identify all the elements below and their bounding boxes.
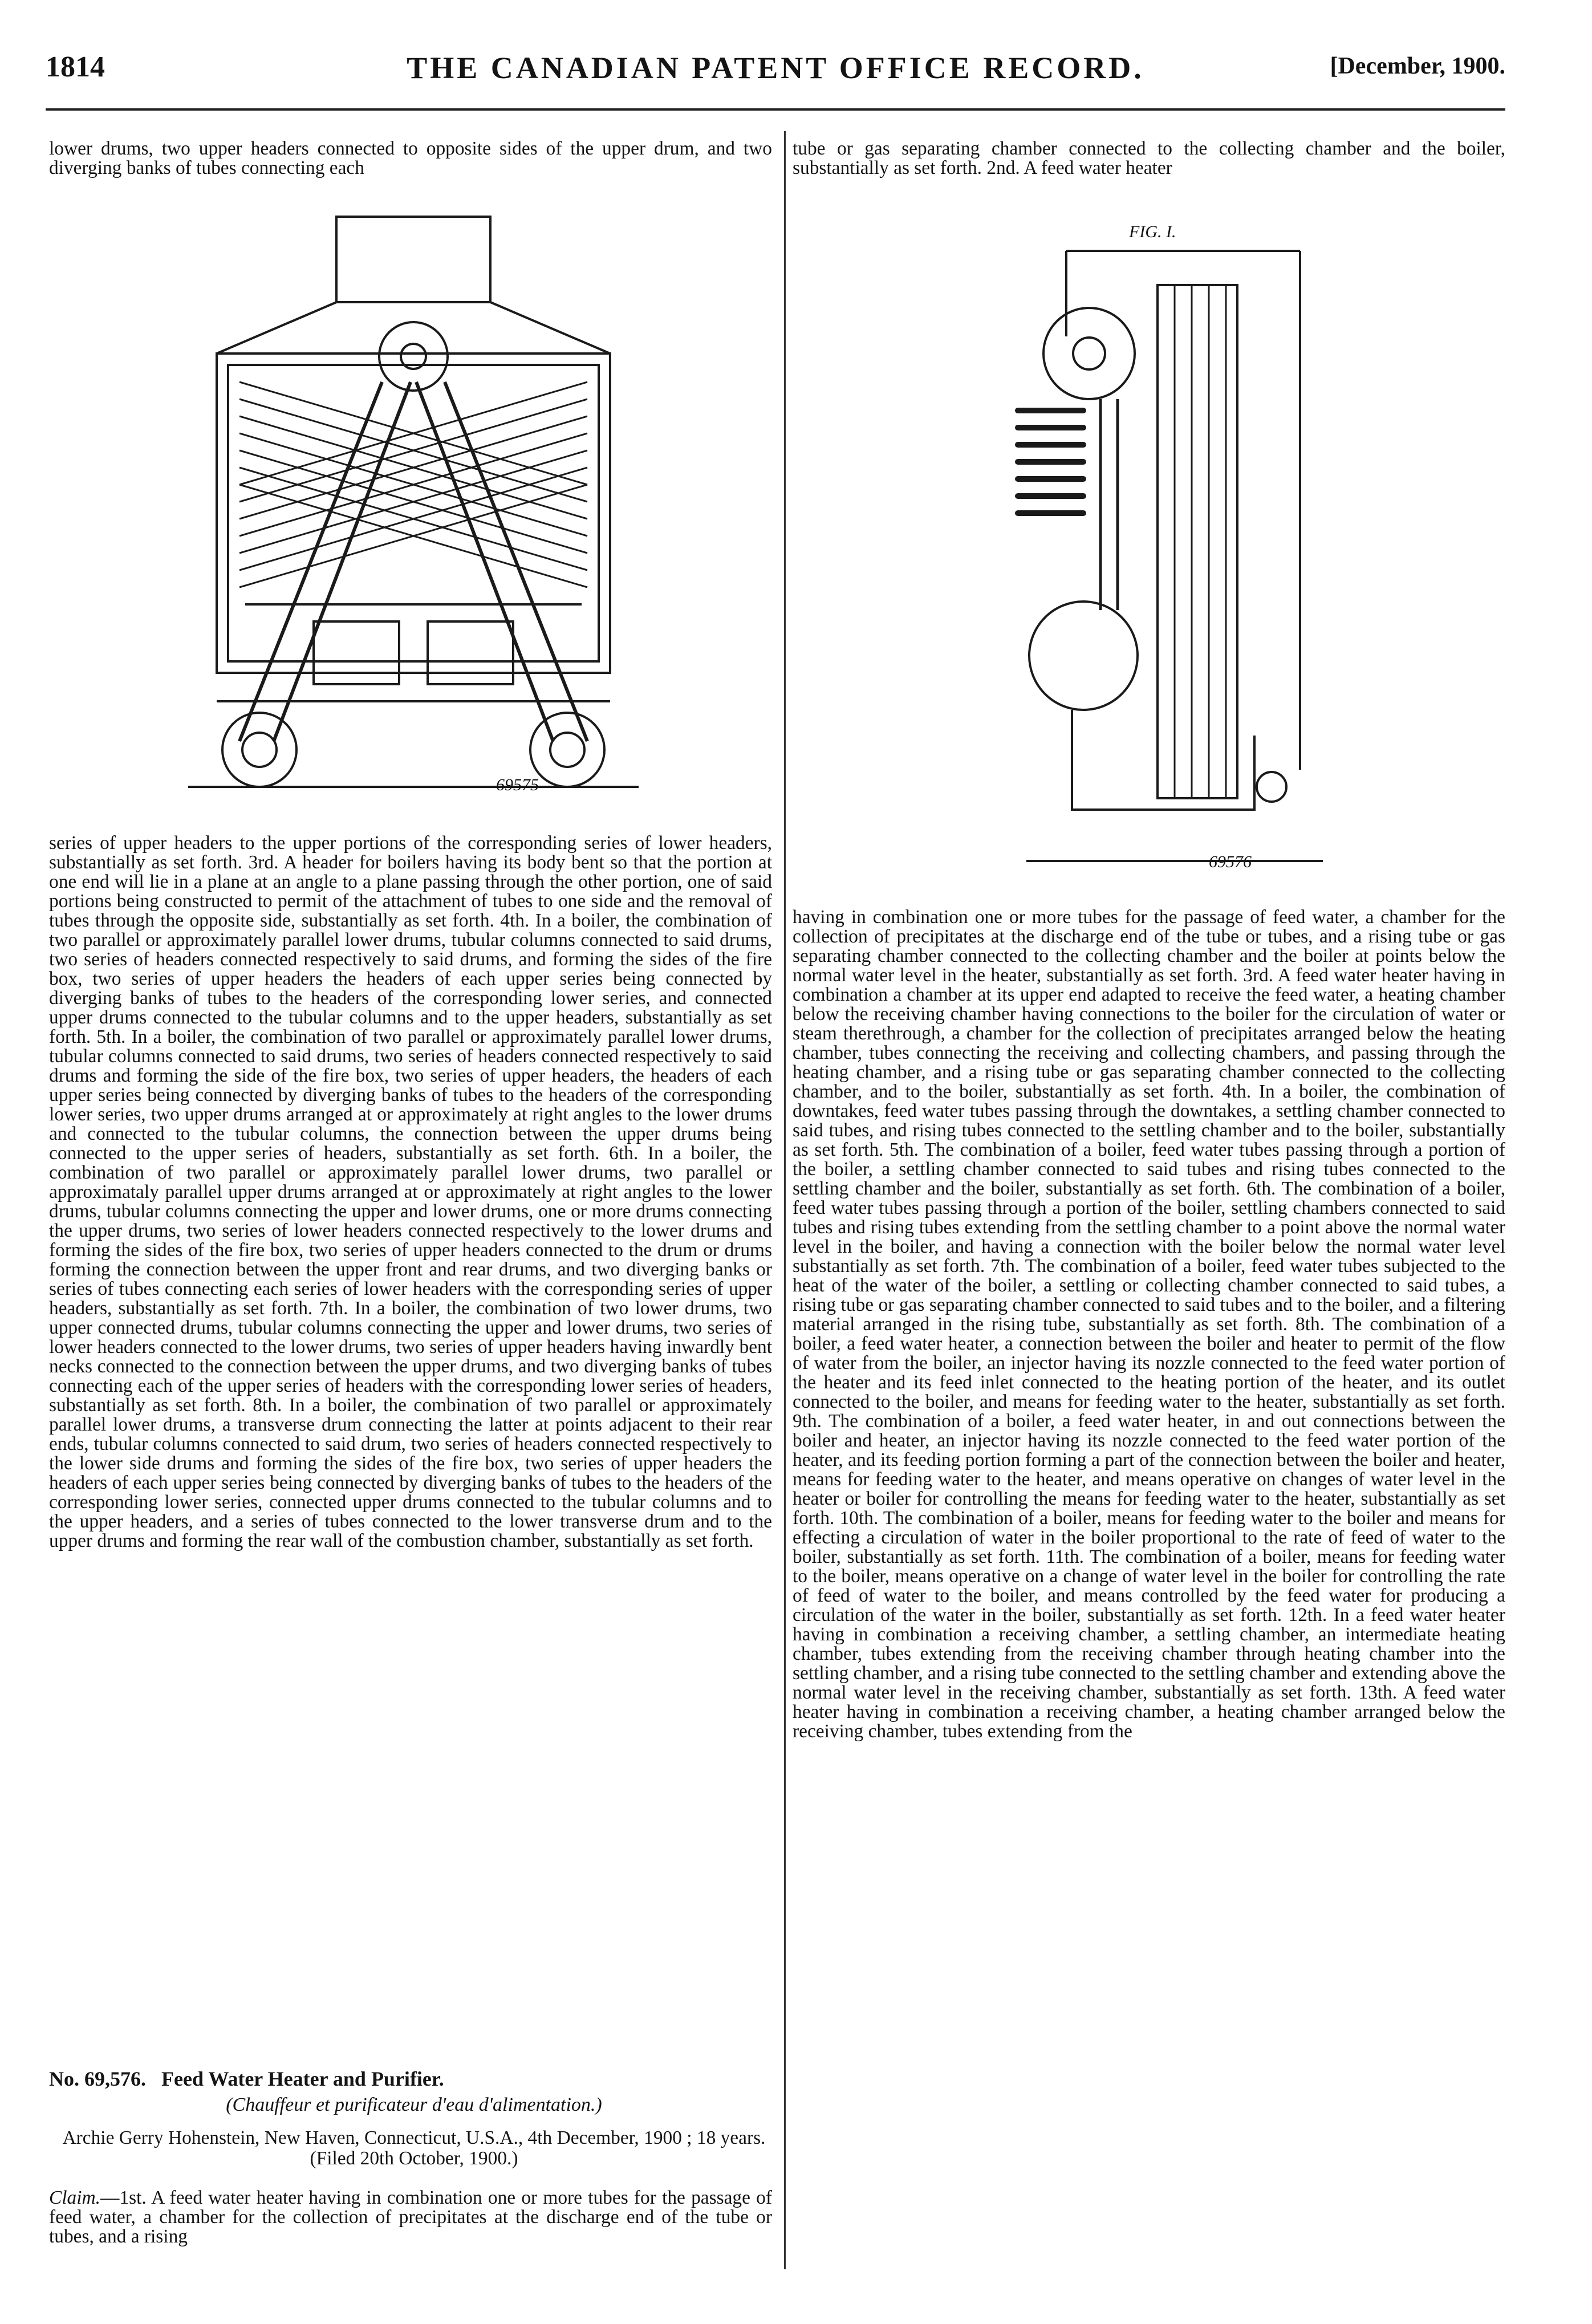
claim-text: —1st. A feed water heater having in combination one or more tubes for the passage of feed water, a chamber for the collection of precipitates at the discharge end of the tube or tubes, and a rising	[49, 2187, 772, 2247]
patent-claim	[49, 2188, 772, 2246]
heater-figure	[1015, 222, 1334, 878]
column-divider	[784, 131, 786, 2269]
left-main-text: series of upper headers to the upper portions of the corresponding series of lower headers, substantially as set forth. 3rd. A header for boilers having its body bent so that the portion at one end will lie in a plane at an angle to a plane passing through the other portion, one of said portions being constructed to permit of the attachment of tubes to one side and the removal of tubes through the opposite side, substantially as set forth. 4th. In a boiler, the combination of two parallel or approximately parallel lower drums, tubular columns connected to said drums, two series of headers connected respectively to said drums, and forming the sides of the fire box, two series of upper headers the headers of each upper series being connected by diverging banks of tubes to the headers of the corresponding lower series, and connected upper drums connected to the tubular columns and to the upper headers, substantially as set forth. 5th. In a boiler, the combination of two parallel or approximately parallel lower drums, tubular columns connected to said drums, two series of headers connected respectively to said drums and forming the side of the fire box, two series of upper headers, the headers of each upper series being connected by diverging banks of tubes to the headers of the corresponding lower series, two upper drums arranged at or approximately at right angles to the lower drums and connected to the tubular columns, the connection between the upper drums being connected to the upper series of headers, substantially as set forth. 6th. In a boiler, the combination of two parallel or approximately parallel lower drums, two parallel or approximataly parallel upper drums arranged at or approximately at right angles to the lower drums, tubular columns connecting the upper and lower drums, one or more drums connecting the upper drums, two series of lower headers connected respectively to the lower drums and forming the sides of the fire box, two series of upper headers connected to the drum or drums forming the connection between the upper front and rear drums, and two diverging banks or series of tubes connecting each series of lower headers with the corresponding series of upper headers, substantially as set forth. 7th. In a boiler, the combination of two lower drums, two upper connected drums, tubular columns connecting the upper and lower drums, two series of lower headers connected to the lower drums, two series of upper headers having inwardly bent necks connected to the connection between the upper drums, and two diverging banks of tubes connecting each of the upper series of headers with the corresponding lower series of headers, substantially as set forth. 8th. In a boiler, the combination of two parallel or approximately parallel lower drums, a transverse drum connecting the latter at points adjacent to their rear ends, tubular columns connected to said drum, two series of headers connected respectively to the lower side drums and forming the sides of the fire box, two series of upper headers the headers of each upper series being connected by diverging banks of tubes to the headers of the corresponding lower series, connected upper drums connected to the tubular columns and to the upper headers, and a series of tubes connected to the lower transverse drum and to the upper drums and forming the rear wall of the combustion chamber, substantially as set forth.	[49, 832, 772, 1551]
header-rule	[46, 108, 1505, 111]
heater-figure-number: 69576	[1209, 852, 1252, 871]
patent-french-title: (Chauffeur et purificateur d'eau d'alimentation.)	[226, 2094, 602, 2115]
heater-figure-title: FIG. I.	[1129, 222, 1176, 241]
patent-inventor: Archie Gerry Hohenstein, New Haven, Connecticut, U.S.A., 4th December, 1900 ; 18 years. (Filed 20th October, 1900.)	[62, 2127, 766, 2169]
patent-title: Feed Water Heater and Purifier.	[161, 2067, 444, 2090]
journal-title: THE CANADIAN PATENT OFFICE RECORD.	[407, 51, 1144, 85]
right-main-text: having in combination one or more tubes for the passage of feed water, a chamber for the collection of precipitates at the discharge end of the tube or tubes, and a rising tube or gas separating chamber connected to the collecting chamber and the boiler at points below the normal water level in the heater, substantially as set forth. 3rd. A feed water heater having in combination a chamber at its upper end adapted to receive the feed water, a heating chamber below the receiving chamber having connections to the boiler for the circulation of water or steam therethrough, a chamber for the collection of precipitates arranged below the heating chamber, tubes connecting the receiving and collecting chambers, and passing through the heating chamber, and a rising tube or gas separating chamber connected to the collecting chamber, and to the boiler, substantially as set forth. 4th. In a boiler, the combination of downtakes, feed water tubes passing through the downtakes, a settling chamber connected to said tubes, and rising tubes connected to the settling chamber and to the boiler, substantially as set forth. 5th. The combination of a boiler, feed water tubes passing through a portion of the boiler, a settling chamber connected to said tubes and rising tubes connected to the settling chamber and the boiler, substantially as set forth. 6th. The combination of a boiler, feed water tubes passing through a portion of the boiler, settling chambers connected to said tubes and rising tubes extending from the settling chamber to a point above the normal water level in the boiler, and having a connection with the boiler below the normal water level substantially as set forth. 7th. The combination of a boiler, feed water tubes subjected to the heat of the water of the boiler, a settling or collecting chamber connected to said tubes, a rising tube or gas separating chamber connected to said tubes and to the boiler, and a filtering material arranged in the rising tube, substantially as set forth. 8th. The combination of a boiler, a feed water heater, a connection between the boiler and heater to permit of the flow of water from the boiler, an injector having its nozzle connected to the feed water portion of the heater and its feed inlet connected to the heating portion of the heater, and its outlet connected to the boiler, and means for feeding water to the heater, substantially as set forth. 9th. The combination of a boiler, a feed water heater, in and out connections between the boiler and heater, an injector having its nozzle connected to the feed water portion of the heater, and its feeding portion forming a part of the connection between the boiler and heater, means for feeding water to the heater, and means operative on changes of water level in the heater or boiler for controlling the means for feeding water to the heater, substantially as set forth. 10th. The combination of a boiler, means for feeding water to the boiler and means for effecting a circulation of water in the boiler proportional to the rate of feed of water to the boiler, substantially as set forth. 11th. The combination of a boiler, means for feeding water to the boiler, means operative on a change of water level in the boiler for controlling the rate of feed of water to the boiler, and means controlled by the feed water for producing a circulation of the water in the boiler, substantially as set forth. 12th. In a feed water heater having in combination a receiving chamber, a settling chamber, an intermediate heating chamber, tubes extending from the receiving chamber through heating chamber into the settling chamber, and a rising tube connected to the settling chamber and extending above the normal water level in the receiving chamber, substantially as set forth. 13th. A feed water heater having in combination a receiving chamber, a heating chamber arranged below the receiving chamber, tubes extending from the	[793, 907, 1505, 1742]
heater-drawing	[1015, 222, 1334, 878]
boiler-drawing	[165, 211, 661, 804]
page-header	[46, 50, 1505, 90]
left-top-text: lower drums, two upper headers connected to opposite sides of the upper drum, and two diverging banks of tubes connecting each	[49, 138, 772, 178]
boiler-figure	[165, 211, 661, 804]
patent-number: No. 69,576.	[49, 2067, 146, 2090]
boiler-figure-number: 69575	[496, 775, 539, 794]
issue-date: [December, 1900.	[1330, 53, 1505, 79]
patent-heading	[49, 2067, 779, 2091]
right-top-text: tube or gas separating chamber connected to the collecting chamber and the boiler, substantially as set forth. 2nd. A feed water heater	[793, 138, 1505, 178]
claim-label: Claim.	[49, 2187, 100, 2208]
page-number: 1814	[46, 51, 105, 83]
